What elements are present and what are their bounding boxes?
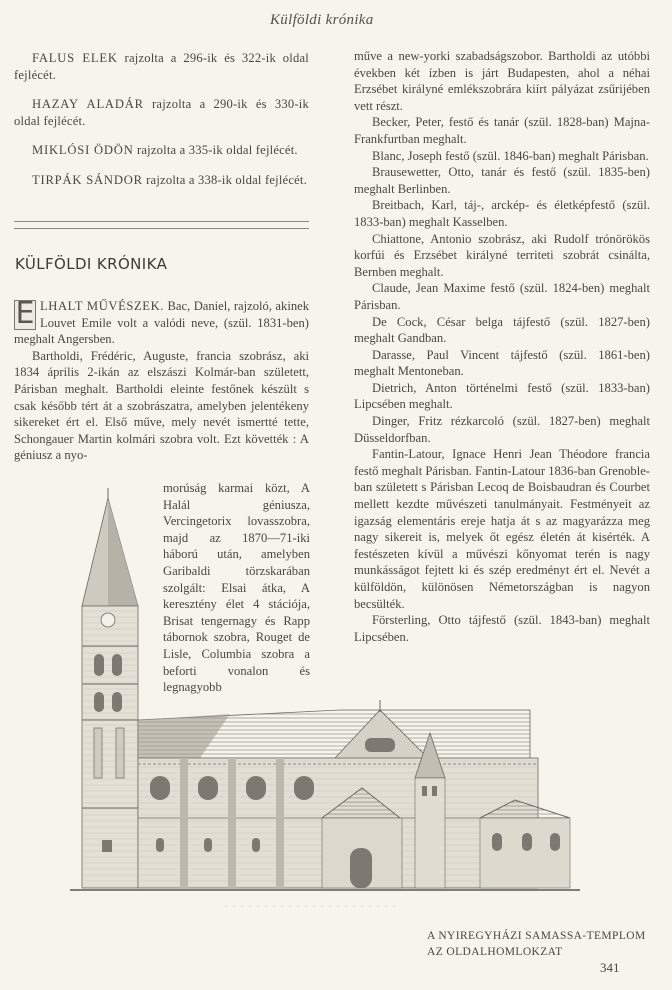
credit-name: MIKLÓSI ÖDÖN — [32, 143, 134, 158]
credit-name: TIRPÁK SÁNDOR — [32, 172, 143, 187]
credit-text: rajzolta a 338-ik oldal fejlécét. — [142, 172, 307, 187]
credit-text: rajzolta a 290-ik és 330-ik oldal fejlécét. — [14, 97, 309, 128]
figure-caption — [427, 928, 646, 960]
illustrator-credits — [14, 50, 309, 202]
obituary-continuation: morúság karmai közt, A Halál géniusza, Vercingetorix lovasszobra, majd az 1870—71-iki háború után, amelyben Garibaldi törzskarában szolgált: Elsai átka, A keresztény élet 4 stációja, Brisat tengernagy és Rapp tábornok szobra, Rouget de Lisle, Columbia szobra a beforti vonalon és legnagyobb — [163, 481, 310, 695]
lead-text: Bac, Daniel, rajzoló, akinek Louvet Emile volt a valódi neve, (szül. 1831-ben) meghalt Angersben. — [14, 299, 309, 347]
obituary-entry: Blanc, Joseph festő (szül. 1846-ban) meghalt Párisban. — [372, 148, 649, 163]
credit-item — [14, 96, 309, 129]
page-number: 341 — [600, 960, 620, 975]
article-lead — [14, 298, 309, 464]
credit-name: HAZAY ALADÁR — [32, 97, 144, 112]
divider-rule-top — [14, 221, 309, 222]
credit-text: rajzolta a 335-ik oldal fejlécét. — [133, 143, 298, 158]
obituary-entry: Fantin-Latour, Ignace Henri Jean Théodore francia festő meghalt Párisban. Fantin-Latour 1836-ban Grenoble-ban született s Párisban Lecoq de Boisbaudran és Courbet mellett kezdte művészeti tanulmányait. Festményeit az igazság elementáris ereje hatja át s az magyarázza meg nagy sikereit is, melyek őt egész életén át kisérték. A festészeten kívül a művészi kőnyomat terén is nagy munkásságot fejtett ki és szép eredményt ért el. Nevét a külföldön, különösen Németországban is nagyon becsülték. — [354, 447, 650, 611]
obituary-entry: Darasse, Paul Vincent tájfestő (szül. 1861-ben) meghalt Mentoneban. — [354, 347, 650, 379]
lead-paragraph — [14, 298, 309, 348]
credit-name: FALUS ELEK — [32, 51, 118, 65]
drop-cap: E — [15, 296, 35, 331]
apse — [480, 800, 570, 888]
obituary-entry: Breitbach, Karl, táj-, arckép- és életképfestő (szül. 1833-ban) meghalt Kasselben. — [354, 198, 650, 229]
running-head: Külföldi krónika — [270, 12, 374, 28]
obituary-entry: Dinger, Fritz rézkarcoló (szül. 1827-ben) meghalt Düsseldorfban. — [354, 414, 650, 445]
bell-tower — [82, 488, 138, 888]
credit-item — [14, 50, 309, 83]
obituary-entry: Brausewetter, Otto, tanár és festő (szül. 1835-ben) meghalt Berlinben. — [354, 165, 650, 196]
caption-line: A NYIREGYHÁZI SAMASSA-TEMPLOM — [427, 930, 646, 942]
obituary-entry: De Cock, César belga tájfestő (szül. 1827-ben) meghalt Gandban. — [354, 314, 650, 346]
credit-item — [14, 142, 309, 159]
obituary-entry: Claude, Jean Maxime festő (szül. 1824-ben) meghalt Párisban. — [354, 281, 650, 312]
obituary-entry: Becker, Peter, festő és tanár (szül. 1828-ban) Majna-Frankfurtban meghalt. — [354, 115, 650, 146]
obituary-entry: Dietrich, Anton történelmi festő (szül. 1833-ban) Lipcsében meghalt. — [354, 380, 650, 412]
caption-line: AZ OLDALHOMLOKZAT — [427, 946, 563, 958]
clock-face — [101, 613, 115, 627]
divider-rule-bottom — [14, 228, 309, 229]
obituary-entry: Försterling, Otto tájfestő (szül. 1843-ban) meghalt Lipcsében. — [354, 613, 650, 644]
church-elevation-illustration — [60, 488, 590, 918]
obituary-entry: Bartholdi, Frédéric, Auguste, francia szobrász, aki 1834 április 2-ikán az elszászi Kolmár-ban született, Párisban meghalt. Bartholdi eleinte festőnek készült s csak később tért át a szobrászatra, amelyben jelentékeny sikereket ért el. Első műve, mely nevét ismertté tette, Schongauer Martin kolmári szobra volt. Ezt követték : A géniusz a nyo- — [14, 348, 309, 463]
lead-heading: LHALT MŰVÉSZEK. — [40, 299, 165, 313]
obituary-continuation: műve a new-yorki szabadságszobor. Bartholdi az utóbbi években két ízben is járt Budapesten, ahol a néhai Erzsébet királyné emlékszobrára kiírt pályázat zsűrijében vett részt. — [354, 49, 650, 113]
obituary-entry: Chiattone, Antonio szobrász, aki Rudolf trónörökös korfúi és Erzsébet királyné territeti szobrát csinálta, Bernben meghalt. — [354, 231, 650, 279]
credit-item — [14, 172, 309, 189]
section-title: KÜLFÖLDI KRÓNIKA — [15, 255, 168, 273]
credit-text: rajzolta a 296-ik és 322-ik oldal fejlécét. — [14, 51, 309, 82]
